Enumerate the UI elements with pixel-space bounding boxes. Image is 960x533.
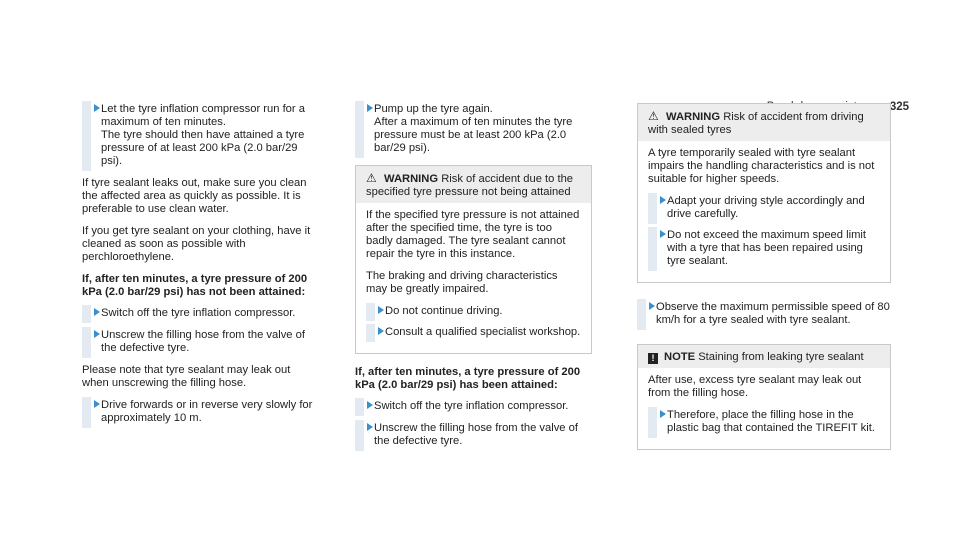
warning-box [355, 165, 592, 354]
note-body [638, 368, 890, 449]
warning-keyword: WARNING [384, 173, 439, 185]
step-text: Therefore, place the filling hose in the plastic bag that contained the TIREFIT kit. [667, 409, 875, 434]
step-do-not-drive [366, 305, 581, 318]
paragraph: A tyre temporarily sealed with tyre sealant impairs the handling characteristics and is not suitable for higher speeds. [648, 147, 875, 185]
step-text: Do not exceed the maximum speed limit with a tyre that has been repaired using tyre sealant. [667, 229, 866, 267]
step-arrow-icon [660, 196, 666, 204]
step-text: Let the tyre inflation compressor run for a maximum of ten minutes. [101, 103, 305, 128]
warning-box [637, 103, 891, 283]
step-text: Pump up the tyre again. [374, 103, 493, 115]
warning-body [356, 203, 591, 353]
step-run-compressor [82, 103, 319, 168]
note-title: Staining from leaking tyre sealant [698, 351, 864, 363]
step-text: Switch off the tyre inflation compressor. [101, 307, 296, 319]
page-number: 325 [889, 101, 909, 113]
step-switch-off [82, 307, 319, 320]
step-result-text: After a maximum of ten minutes the tyre pressure must be at least 200 kPa (2.0 bar/29 psi). [374, 116, 573, 154]
step-arrow-icon [367, 401, 373, 409]
step-observe-speed [637, 301, 891, 327]
exclamation-icon: ! [648, 353, 658, 364]
warning-triangle-icon: ⚠ [648, 109, 659, 123]
step-switch-off [355, 400, 592, 413]
step-arrow-icon [649, 302, 655, 310]
warning-body [638, 141, 890, 282]
paragraph: After use, excess tyre sealant may leak out from the filling hose. [648, 374, 862, 399]
step-unscrew-hose [355, 422, 592, 448]
step-text: Consult a qualified specialist workshop. [385, 326, 581, 338]
warning-title: Risk of accident due to the specified tyre pressure not being attained [366, 173, 574, 198]
step-speed-limit [648, 229, 880, 268]
note-header [638, 345, 890, 368]
step-arrow-icon [378, 306, 384, 314]
warning-header [638, 104, 890, 141]
paragraph: If you get tyre sealant on your clothing, have it cleaned as soon as possible with perchloroethylene. [82, 225, 311, 263]
column-2 [355, 103, 592, 457]
warning-title: Risk of accident from driving with sealed tyres [648, 111, 864, 136]
step-arrow-icon [378, 327, 384, 335]
step-arrow-icon [94, 308, 100, 316]
step-arrow-icon [94, 104, 100, 112]
step-unscrew-hose [82, 329, 319, 355]
note-keyword: NOTE [664, 351, 696, 363]
step-text: Switch off the tyre inflation compressor. [374, 400, 569, 412]
warning-header [356, 166, 591, 203]
paragraph: The braking and driving characteristics may be greatly impaired. [366, 270, 558, 295]
warning-triangle-icon: ⚠ [366, 171, 377, 185]
paragraph: Please note that tyre sealant may leak out when unscrewing the filling hose. [82, 364, 291, 389]
step-arrow-icon [660, 230, 666, 238]
step-arrow-icon [367, 423, 373, 431]
step-text: Observe the maximum permissible speed of 80 km/h for a tyre sealed with tyre sealant. [656, 301, 890, 326]
step-text: Drive forwards or in reverse very slowly for approximately 10 m. [101, 399, 313, 424]
paragraph: If tyre sealant leaks out, make sure you clean the affected area as quickly as possible. It is preferable to use clean water. [82, 177, 307, 215]
step-text: Adapt your driving style accordingly and drive carefully. [667, 195, 865, 220]
step-pump-again [355, 103, 592, 155]
step-text: Unscrew the filling hose from the valve of the defective tyre. [101, 329, 305, 354]
step-adapt-driving [648, 195, 880, 221]
step-arrow-icon [367, 104, 373, 112]
step-place-hose [648, 409, 880, 435]
subheading: If, after ten minutes, a tyre pressure of 200 kPa (2.0 bar/29 psi) has not been attained: [82, 273, 308, 298]
step-arrow-icon [660, 410, 666, 418]
warning-keyword: WARNING [666, 111, 721, 123]
step-text: Unscrew the filling hose from the valve of the defective tyre. [374, 422, 578, 447]
column-1 [82, 103, 319, 434]
step-consult-workshop [366, 326, 581, 339]
step-arrow-icon [94, 330, 100, 338]
subheading: If, after ten minutes, a tyre pressure of 200 kPa (2.0 bar/29 psi) has been attained: [355, 366, 581, 391]
paragraph: If the specified tyre pressure is not attained after the specified time, the tyre is too badly damaged. The tyre sealant cannot repair the tyre in this instance. [366, 209, 580, 260]
step-result-text: The tyre should then have attained a tyre pressure of at least 200 kPa (2.0 bar/29 psi). [101, 129, 305, 167]
note-box [637, 344, 891, 450]
step-drive-slowly [82, 399, 319, 425]
step-text: Do not continue driving. [385, 305, 503, 317]
column-3 [637, 103, 891, 460]
step-arrow-icon [94, 400, 100, 408]
